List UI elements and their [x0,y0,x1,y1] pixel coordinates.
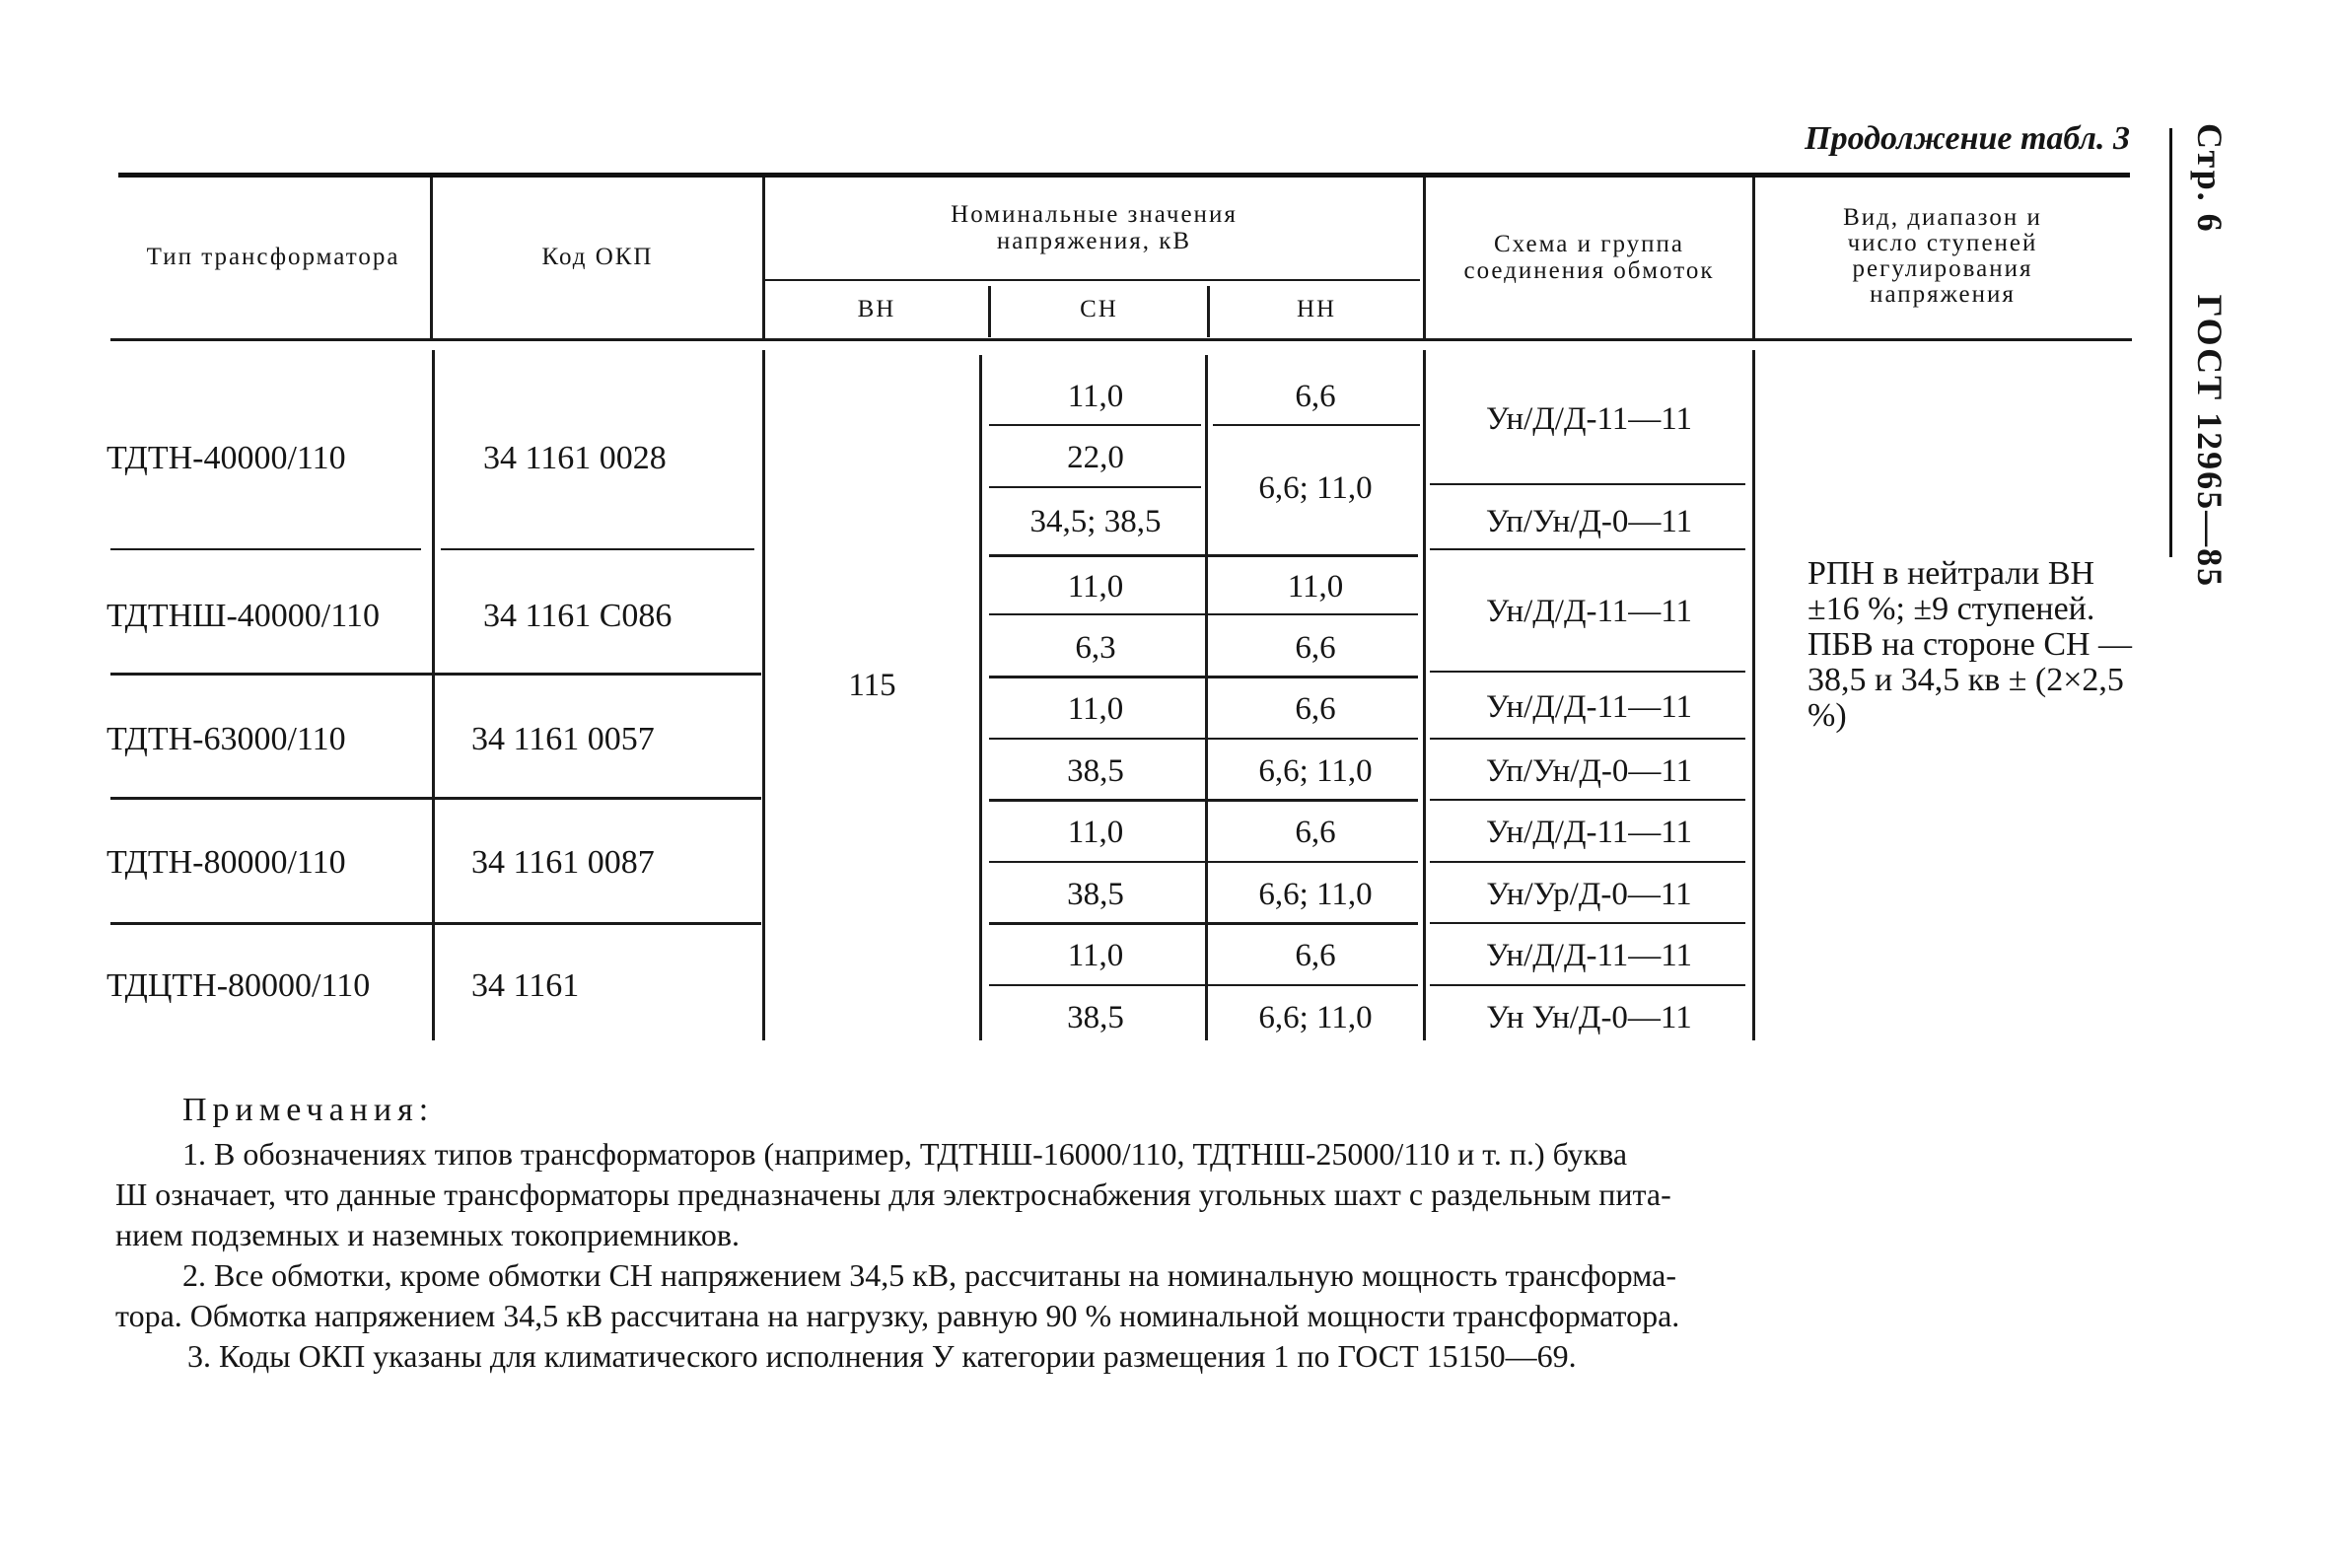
sn-cell: 11,0 [1067,815,1124,851]
sn-cell: 38,5 [1067,877,1124,913]
nn-cell: 6,6 [1295,379,1336,415]
sn-rule [989,424,1201,426]
nn-cell: 11,0 [1287,569,1344,606]
scheme-rule [1430,984,1745,986]
note-line: 1. В обозначениях типов трансформаторов (например, ТДТНШ-16000/110, ТДТНШ-25000/110 и т. п.) буква [182,1136,1628,1172]
scheme-cell: Ун/Д/Д-11—11 [1485,689,1693,726]
regulation-text: РПН в нейтрали ВН ±16 %; ±9 ступеней. ПБВ на стороне СН — 38,5 и 34,5 кв ± (2×2,5 %) [1807,555,2133,734]
row-type: ТДТН-63000/110 [106,721,346,758]
nn-rule [1213,424,1420,426]
sn-rule [989,799,1418,802]
standard-number: ГОСТ 12965—85 [2190,294,2230,589]
row-rule-1 [110,548,421,550]
note-line: нием подземных и наземных токоприемников. [115,1217,740,1252]
row-okp: 34 1161 [471,967,580,1005]
nn-cell: 6,6; 11,0 [1258,469,1373,506]
scheme-rule [1430,861,1745,863]
note-line: 2. Все обмотки, кроме обмотки СН напряжением 34,5 кВ, рассчитаны на номинальную мощность трансформа- [182,1257,1676,1293]
scheme-rule [1430,922,1745,924]
scheme-cell: Уп/Ун/Д-0—11 [1485,753,1693,790]
nn-cell: 6,6 [1295,630,1336,667]
sn-cell: 34,5; 38,5 [1029,504,1162,540]
sn-rule [989,486,1201,488]
row-rule-3 [110,797,761,800]
scheme-rule [1430,483,1745,485]
scheme-cell: Ун/Д/Д-11—11 [1485,815,1693,851]
note-line: Ш означает, что данные трансформаторы предназначены для электроснабжения угольных шахт с раздельным пита- [115,1176,1671,1212]
nn-cell: 6,6 [1295,691,1336,728]
sn-rule [989,984,1418,986]
sn-cell: 11,0 [1067,379,1124,415]
nn-cell: 6,6 [1295,815,1336,851]
row-rule-4 [110,922,761,925]
row-okp: 34 1161 C086 [483,598,673,635]
body-divider-3 [979,355,982,1040]
row-okp: 34 1161 0057 [471,721,655,758]
continuation-label: Продолжение табл. 3 [1805,120,2130,157]
body-divider-6 [1752,350,1755,1040]
page-number: Стр. 6 [2190,123,2230,234]
sn-cell: 11,0 [1067,938,1124,974]
row-type: ТДТН-80000/110 [106,844,346,882]
scheme-cell: Ун/Ур/Д-0—11 [1486,877,1692,913]
scheme-rule [1430,671,1745,673]
nn-cell: 6,6; 11,0 [1258,877,1373,913]
nn-cell: 6,6; 11,0 [1258,753,1373,790]
scheme-rule [1430,799,1745,801]
sn-rule [989,861,1418,863]
vn-value: 115 [848,667,896,703]
row-okp: 34 1161 0028 [483,440,667,477]
note-line: 3. Коды ОКП указаны для климатического исполнения У категории размещения 1 по ГОСТ 15150—69. [187,1338,1577,1374]
sn-rule [989,922,1418,925]
header-sn: СН [1080,296,1118,323]
sn-rule [989,738,1418,740]
side-rule [2169,128,2172,557]
row-rule-2 [110,673,761,676]
scheme-rule [1430,738,1745,740]
header-bottom-rule [110,338,2132,341]
side-page-label [2189,123,2231,588]
sn-cell: 11,0 [1067,569,1124,606]
voltage-subheader-rule [764,279,1420,281]
row-type: ТДТН-40000/110 [106,440,346,477]
header-vn: ВН [857,296,896,323]
sn-cell: 6,3 [1075,630,1116,667]
sn-cell: 22,0 [1067,440,1124,476]
scheme-cell: Ун/Д/Д-11—11 [1485,593,1693,629]
sn-cell: 38,5 [1067,1000,1124,1036]
scheme-cell: Уп/Ун/Д-0—11 [1485,504,1693,540]
sn-rule [989,554,1418,557]
row-type: ТДТНШ-40000/110 [106,598,380,635]
notes-title: Примечания: [182,1092,435,1128]
row-type: ТДЦТН-80000/110 [106,967,371,1005]
sn-cell: 11,0 [1067,691,1124,728]
sn-cell: 38,5 [1067,753,1124,790]
nn-cell: 6,6; 11,0 [1258,1000,1373,1036]
header-voltage: Номинальные значения напряжения, кВ [951,201,1238,254]
scheme-cell: Ун/Д/Д-11—11 [1485,400,1693,437]
nn-cell: 6,6 [1295,938,1336,974]
header-scheme: Схема и группа соединения обмоток [1463,231,1715,284]
note-line: тора. Обмотка напряжением 34,5 кВ рассчитана на нагрузку, равную 90 % номинальной мощности трансформатора. [115,1298,1680,1333]
header-type: Тип трансформатора [146,244,400,271]
sn-rule [989,676,1418,678]
header-nn: НН [1296,296,1337,323]
scheme-cell: Ун/Д/Д-11—11 [1485,938,1693,974]
body-divider-1 [432,350,435,1040]
row-rule-1b [441,548,754,550]
row-okp: 34 1161 0087 [471,844,655,882]
header-okp: Код ОКП [541,244,654,271]
header-regulation: Вид, диапазон и число ступеней регулирования напряжения [1843,203,2042,309]
scheme-cell: Ун Ун/Д-0—11 [1486,1000,1692,1036]
